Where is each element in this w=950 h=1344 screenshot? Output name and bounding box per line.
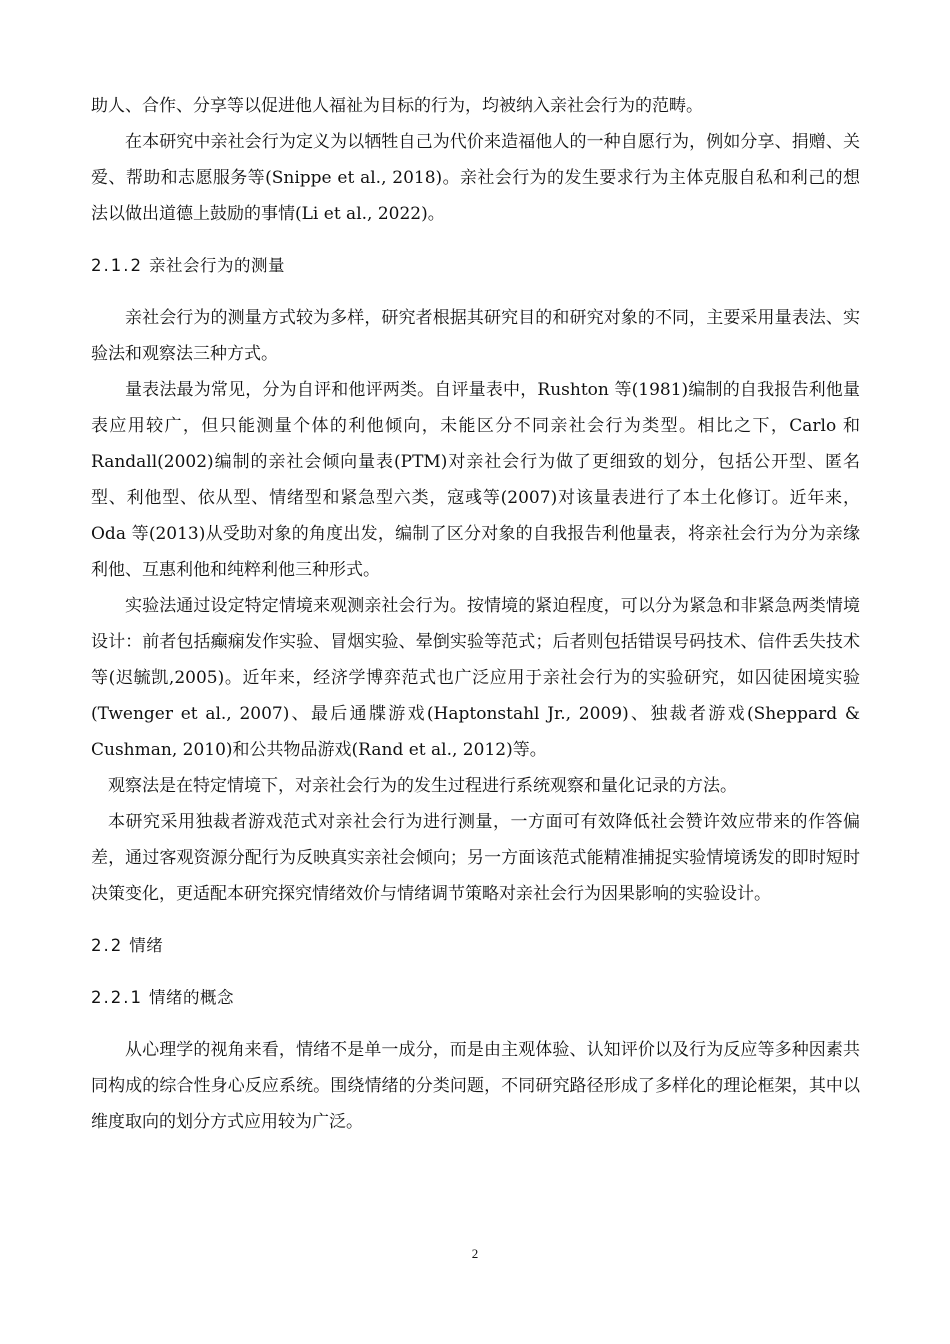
heading-number: 2.1.2	[91, 256, 143, 275]
heading-title: 情绪的概念	[148, 988, 234, 1007]
paragraph: 观察法是在特定情境下，对亲社会行为的发生过程进行系统观察和量化记录的方法。	[108, 776, 737, 796]
paragraph: 在本研究中亲社会行为定义为以牺牲自己为代价来造福他人的一种自愿行为，例如分享、捐赠、关爱、帮助和志愿服务等(Snippe et al., 2018)。亲社会行为的发生要求行为主体克服自私和利己的想法以做出道德上鼓励的事情(Li et al., 2022)。	[91, 132, 860, 224]
paragraph: 量表法最为常见，分为自评和他评两类。自评量表中，Rushton 等(1981)编制的自我报告利他量表应用较广，但只能测量个体的利他倾向，未能区分不同亲社会行为类型。相比之下，Carlo 和 Randall(2002)编制的亲社会倾向量表(PTM)对亲社会行为做了更细致的划分，包括公开型、匿名型、利他型、依从型、情绪型和紧急型六类，寇彧等(2007)对该量表进行了本土化修订。近年来，Oda 等(2013)从受助对象的角度出发，编制了区分对象的自我报告利他量表，将亲社会行为分为亲缘利他、互惠利他和纯粹利他三种形式。	[91, 380, 860, 580]
heading-number: 2.2	[91, 936, 124, 955]
page-number: 2	[471, 1246, 479, 1261]
document-body	[91, 88, 860, 1140]
heading-title: 情绪	[129, 936, 164, 955]
paragraph: 实验法通过设定特定情境来观测亲社会行为。按情境的紧迫程度，可以分为紧急和非紧急两类情境设计：前者包括癫痫发作实验、冒烟实验、晕倒实验等范式；后者则包括错误号码技术、信件丢失技术等(迟毓凯,2005)。近年来，经济学博弈范式也广泛应用于亲社会行为的实验研究，如囚徒困境实验(Twenger et al., 2007)、最后通牒游戏(Haptonstahl Jr., 2009)、独裁者游戏(Sheppard & Cushman, 2010)和公共物品游戏(Rand et al., 2012)等。	[91, 596, 860, 760]
paragraph: 本研究采用独裁者游戏范式对亲社会行为进行测量，一方面可有效降低社会赞许效应带来的作答偏差，通过客观资源分配行为反映真实亲社会倾向；另一方面该范式能精准捕捉实验情境诱发的即时短时决策变化，更适配本研究探究情绪效价与情绪调节策略对亲社会行为因果影响的实验设计。	[91, 812, 860, 904]
paragraph: 助人、合作、分享等以促进他人福祉为目标的行为，均被纳入亲社会行为的范畴。	[91, 96, 703, 116]
paragraph: 亲社会行为的测量方式较为多样，研究者根据其研究目的和研究对象的不同，主要采用量表法、实验法和观察法三种方式。	[91, 308, 860, 364]
section-heading-2-2-1	[91, 980, 860, 1016]
paragraph: 从心理学的视角来看，情绪不是单一成分，而是由主观体验、认知评价以及行为反应等多种因素共同构成的综合性身心反应系统。围绕情绪的分类问题，不同研究路径形成了多样化的理论框架，其中以维度取向的划分方式应用较为广泛。	[91, 1040, 860, 1132]
section-heading-2-2	[91, 928, 860, 964]
heading-number: 2.2.1	[91, 988, 143, 1007]
heading-title: 亲社会行为的测量	[148, 256, 285, 275]
section-heading-2-1-2	[91, 248, 860, 284]
